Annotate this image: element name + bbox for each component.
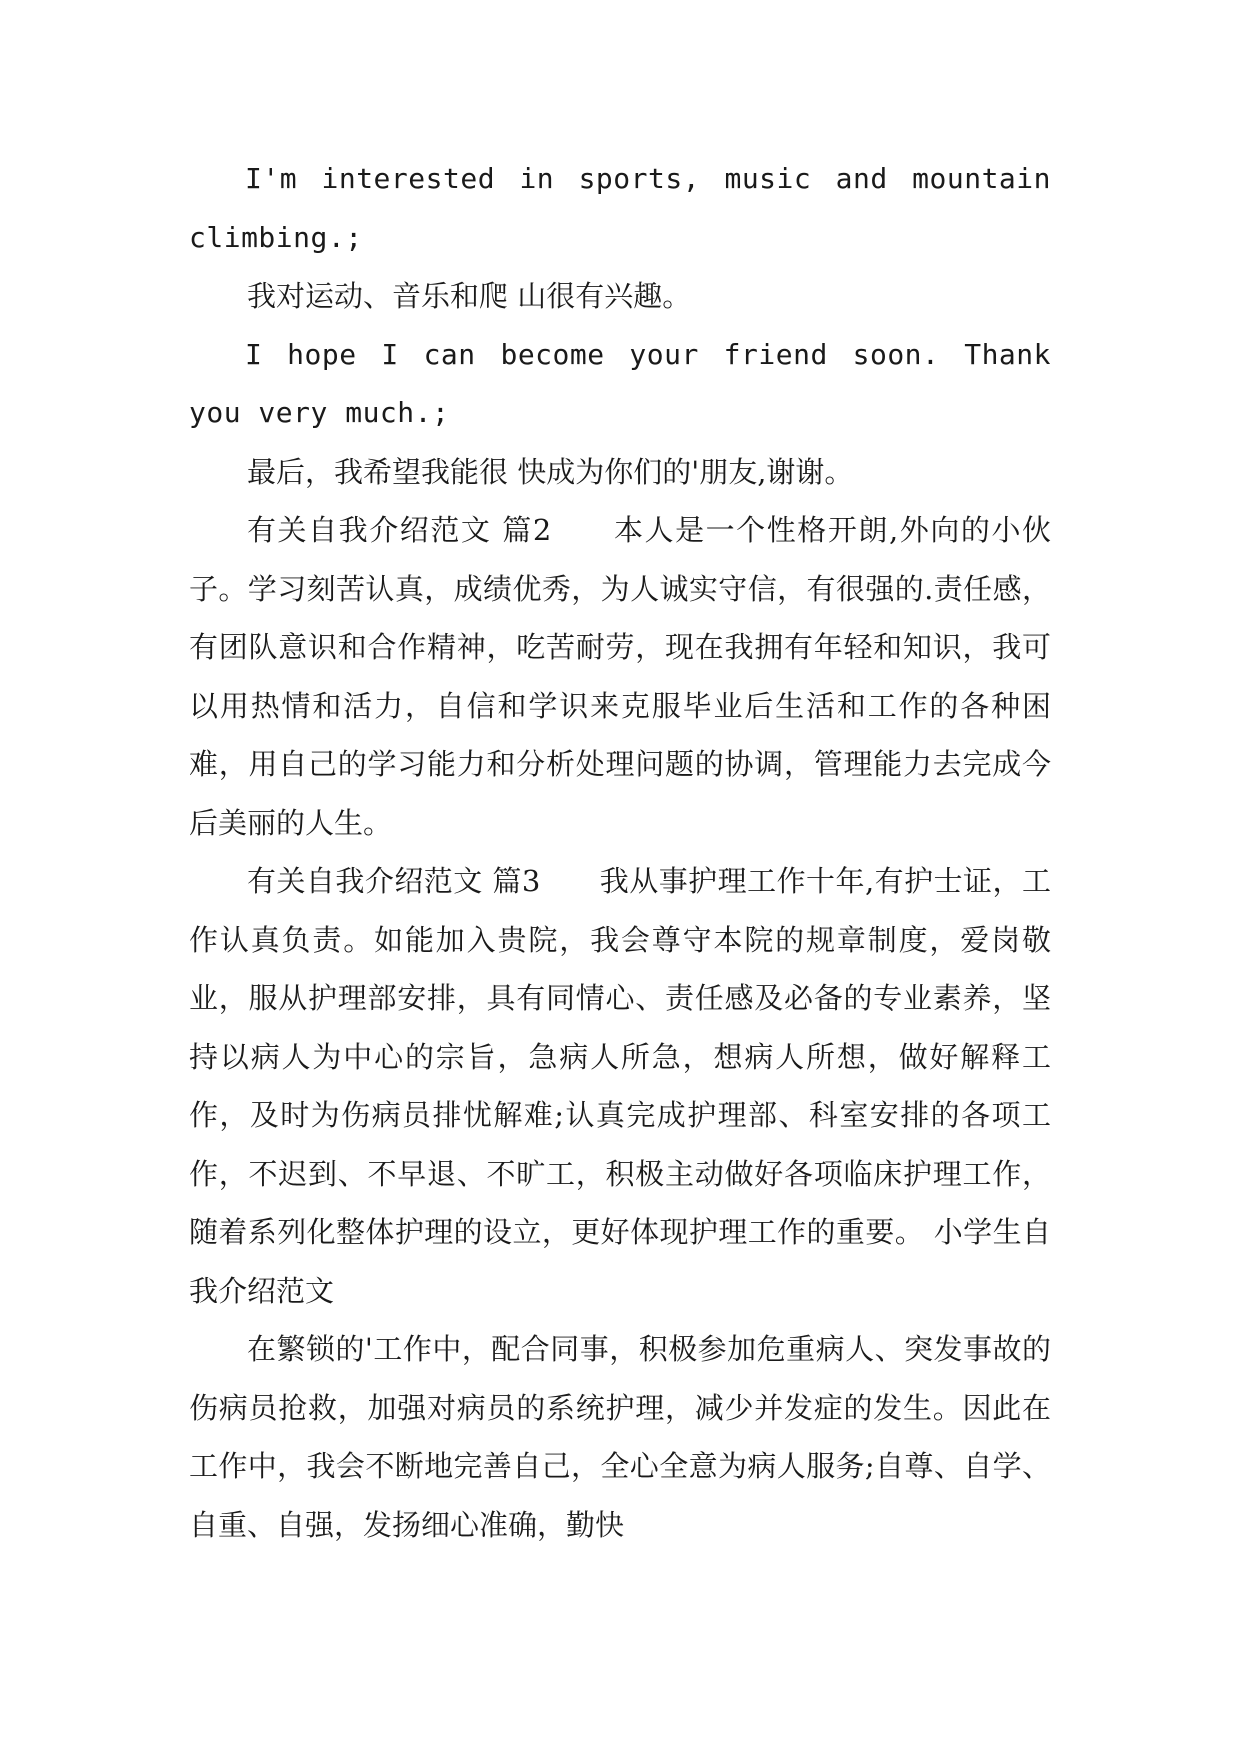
paragraph-closing-english: I hope I can become your friend soon. Thank you very much.;: [189, 337, 1051, 429]
paragraph-interests-chinese: 我对运动、音乐和爬 山很有兴趣。: [247, 279, 692, 313]
document-page: [189, 150, 1051, 1554]
paragraph-sample-3-continued: 在繁锁的'工作中，配合同事，积极参加危重病人、突发事故的伤病员抢救，加强对病员的系统护理，减少并发症的发生。因此在工作中，我会不断地完善自己，全心全意为病人服务;自尊、自学、自重、自强，发扬细心准确，勤快: [189, 1332, 1051, 1542]
paragraph-sample-2: 有关自我介绍范文 篇2 本人是一个性格开朗,外向的小伙子。学习刻苦认真，成绩优秀，为人诚实守信，有很强的.责任感，有团队意识和合作精神，吃苦耐劳，现在我拥有年轻和知识，我可以用热情和活力，自信和学识来克服毕业后生活和工作的各种困难，用自己的学习能力和分析处理问题的协调，管理能力去完成今后美丽的人生。: [189, 513, 1051, 840]
paragraph-closing-chinese: 最后，我希望我能很 快成为你们的'朋友,谢谢。: [247, 454, 854, 489]
paragraph-interests-english: I'm interested in sports, music and mountain climbing.;: [189, 162, 1051, 254]
paragraph-sample-3: 有关自我介绍范文 篇3 我从事护理工作十年,有护士证，工作认真负责。如能加入贵院，我会尊守本院的规章制度，爱岗敬业，服从护理部安排，具有同情心、责任感及必备的专业素养，坚持以病人为中心的宗旨，急病人所急，想病人所想，做好解释工作，及时为伤病员排忧解难;认真完成护理部、科室安排的各项工作，不迟到、不早退、不旷工，积极主动做好各项临床护理工作，随着系列化整体护理的设立，更好体现护理工作的重要。 小学生自我介绍范文: [189, 864, 1051, 1308]
